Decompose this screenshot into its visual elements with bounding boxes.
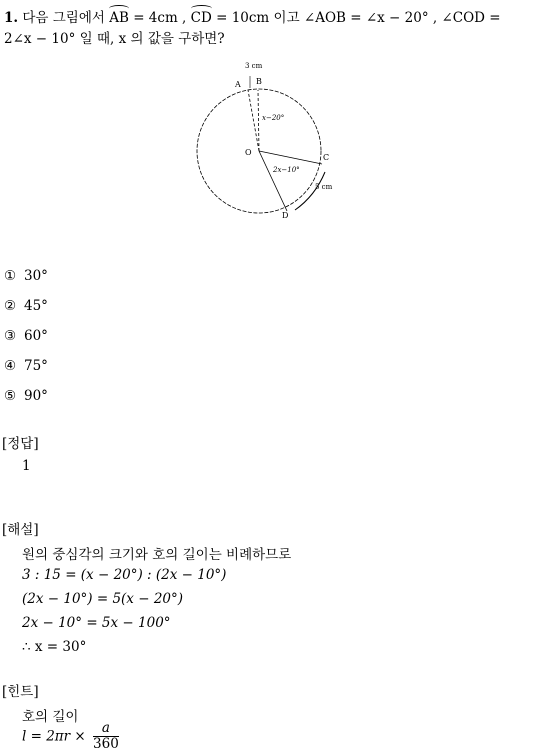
question-prefix: 다음 그림에서 [22, 10, 105, 26]
arc-ab-label: AB [109, 10, 129, 26]
hint-header: [힌트] [2, 684, 39, 700]
choice-5-mark: ⑤ [4, 388, 17, 404]
choice-4-mark: ④ [4, 358, 17, 374]
question-number: 1. [4, 10, 19, 26]
explanation-line-3: (2x − 10°) = 5(x − 20°) [22, 591, 184, 607]
explanation-line-5: ∴ x = 30° [22, 639, 87, 655]
explanation-header: [해설] [2, 522, 39, 538]
choice-2-text: 45° [24, 298, 48, 314]
arc-cd-marker [295, 172, 325, 210]
choice-5-text: 90° [24, 388, 48, 404]
hint-formula [22, 721, 119, 752]
hint-fraction-numerator: a [93, 721, 119, 737]
circle-figure [195, 58, 345, 223]
choice-3-mark: ③ [4, 328, 17, 344]
hint-fraction [93, 721, 119, 752]
explanation-line-4: 2x − 10° = 5x − 100° [22, 615, 171, 631]
label-c: C [323, 153, 330, 162]
radius-oc [259, 151, 322, 164]
arc-cd-label: CD [190, 10, 212, 26]
radius-oa [248, 90, 259, 151]
label-cd-length: 5 cm [315, 183, 333, 191]
label-o: O [245, 148, 252, 157]
label-a: A [235, 80, 241, 89]
hint-fraction-denominator: 360 [93, 736, 119, 752]
label-angle-aob: x−20° [262, 114, 285, 122]
choice-1-text: 30° [24, 268, 48, 284]
choice-3-text: 60° [24, 328, 48, 344]
arc-ab-value: = 4cm , [133, 10, 187, 26]
hint-formula-prefix: l = 2πr × [22, 728, 86, 745]
answer-value: 1 [22, 458, 31, 474]
label-arc-length: 3 cm [245, 62, 263, 70]
choice-2-mark: ② [4, 298, 17, 314]
explanation-line-2: 3 : 15 = (x − 20°) : (2x − 10°) [22, 567, 227, 583]
question-line-2: 2∠x − 10° 일 때, x 의 값을 구하면? [4, 31, 225, 47]
choice-4[interactable] [4, 358, 48, 374]
choice-4-text: 75° [24, 358, 48, 374]
label-b: B [256, 77, 262, 86]
label-d: D [282, 211, 289, 220]
radius-od [259, 151, 287, 211]
choice-1-mark: ① [4, 268, 17, 284]
choice-1[interactable] [4, 268, 48, 284]
label-angle-cod: 2x−10° [273, 166, 300, 174]
hint-line-1: 호의 길이 [22, 709, 79, 725]
arc-cd-value: = 10cm 이고 ∠AOB = ∠x − 20° , ∠COD = [216, 10, 501, 26]
choice-5[interactable] [4, 388, 48, 404]
answer-header: [정답] [2, 436, 39, 452]
choice-3[interactable] [4, 328, 48, 344]
explanation-line-1: 원의 중심각의 크기와 호의 길이는 비례하므로 [22, 547, 292, 563]
radius-ob [258, 90, 259, 151]
choice-2[interactable] [4, 298, 48, 314]
question-line-1 [4, 6, 501, 26]
